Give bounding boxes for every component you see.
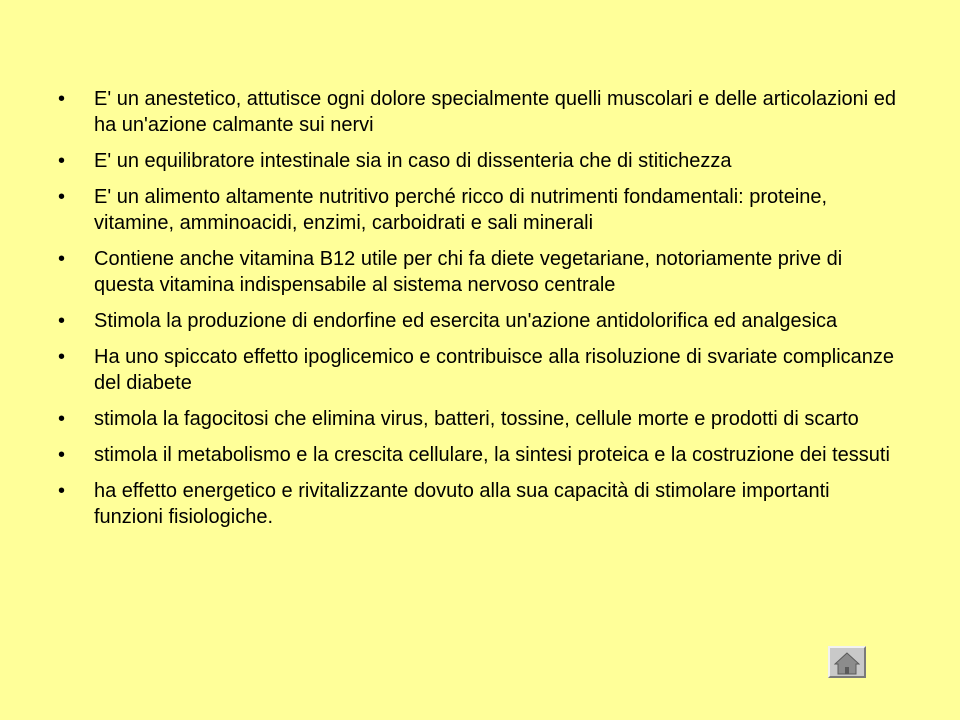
bullet-text: Contiene anche vitamina B12 utile per chi fa diete vegetariane, notoriamente prive di questa vitamina indispensabile al sistema nervoso centrale <box>94 248 843 296</box>
bullet-text: Stimola la produzione di endorfine ed esercita un'azione antidolorifica ed analgesica <box>94 310 838 332</box>
bullet-text: stimola la fagocitosi che elimina virus, batteri, tossine, cellule morte e prodotti di scarto <box>94 408 859 430</box>
list-item <box>58 246 898 298</box>
bullet-list <box>58 86 898 540</box>
home-icon <box>834 651 860 675</box>
bullet-text: Ha uno spiccato effetto ipoglicemico e contribuisce alla risoluzione di svariate complicanze del diabete <box>94 346 895 394</box>
bullet-text: ha effetto energetico e rivitalizzante dovuto alla sua capacità di stimolare importanti funzioni fisiologiche. <box>94 480 830 528</box>
bullet-icon: • <box>58 346 66 368</box>
bullet-text: E' un equilibratore intestinale sia in caso di dissenteria che di stitichezza <box>94 150 732 172</box>
list-item <box>58 406 898 432</box>
list-item <box>58 344 898 396</box>
home-button[interactable] <box>828 646 866 678</box>
bullet-icon: • <box>58 186 66 208</box>
bullet-text: E' un anestetico, attutisce ogni dolore specialmente quelli muscolari e delle articolazioni ed ha un'azione calmante sui nervi <box>94 88 897 136</box>
list-item <box>58 86 898 138</box>
list-item <box>58 148 898 174</box>
list-item <box>58 478 898 530</box>
bullet-icon: • <box>58 248 66 270</box>
bullet-icon: • <box>58 310 66 332</box>
list-item <box>58 308 898 334</box>
bullet-icon: • <box>58 408 66 430</box>
list-item <box>58 442 898 468</box>
bullet-icon: • <box>58 150 66 172</box>
bullet-text: E' un alimento altamente nutritivo perché ricco di nutrimenti fondamentali: proteine, vitamine, amminoacidi, enzimi, carboidrati e sali minerali <box>94 186 828 234</box>
bullet-text: stimola il metabolismo e la crescita cellulare, la sintesi proteica e la costruzione dei tessuti <box>94 444 890 466</box>
bullet-icon: • <box>58 444 66 466</box>
bullet-icon: • <box>58 88 66 110</box>
list-item <box>58 184 898 236</box>
bullet-icon: • <box>58 480 66 502</box>
